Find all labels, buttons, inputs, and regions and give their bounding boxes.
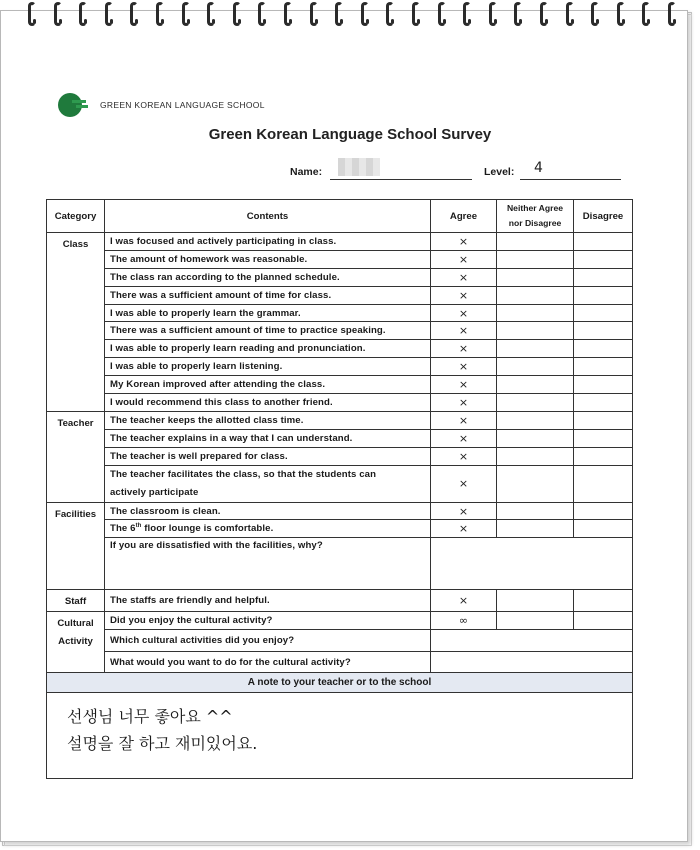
disagree-cell[interactable] (574, 429, 633, 447)
statement: There was a sufficient amount of time for class. (105, 286, 431, 304)
disagree-cell[interactable] (574, 520, 633, 538)
level-label: Level: (484, 166, 515, 178)
neither-cell[interactable] (497, 268, 574, 286)
table-row (47, 520, 633, 538)
spiral-ring (566, 2, 574, 26)
category-teacher: Teacher (47, 411, 105, 502)
note-line-2: 설명을 잘 하고 재미있어요. (67, 734, 258, 754)
disagree-cell[interactable] (574, 612, 633, 630)
agree-mark[interactable]: × (431, 394, 497, 412)
agree-mark[interactable]: × (431, 358, 497, 376)
statement: The teacher explains in a way that I can understand. (105, 429, 431, 447)
spiral-ring (130, 2, 138, 26)
spiral-ring (463, 2, 471, 26)
table-row (47, 250, 633, 268)
table-row (47, 652, 633, 673)
table-row (47, 233, 633, 251)
statement: The 6th floor lounge is comfortable. (105, 520, 431, 538)
agree-mark[interactable]: ∞ (431, 612, 497, 630)
disagree-cell[interactable] (574, 250, 633, 268)
spiral-ring (284, 2, 292, 26)
disagree-cell[interactable] (574, 322, 633, 340)
table-row (47, 286, 633, 304)
spiral-ring (438, 2, 446, 26)
spiral-ring (310, 2, 318, 26)
statement: There was a sufficient amount of time to practice speaking. (105, 322, 431, 340)
spiral-ring (591, 2, 599, 26)
neither-cell[interactable] (497, 590, 574, 612)
neither-cell[interactable] (497, 394, 574, 412)
table-row (47, 447, 633, 465)
cultural-question: Which cultural activities did you enjoy? (105, 630, 431, 652)
table-row (47, 268, 633, 286)
statement: The amount of homework was reasonable. (105, 250, 431, 268)
header-row (47, 200, 633, 233)
note-header: A note to your teacher or to the school (47, 673, 633, 693)
spiral-ring (233, 2, 241, 26)
neither-cell[interactable] (497, 304, 574, 322)
level-value: 4 (534, 160, 543, 176)
survey-table (46, 199, 633, 779)
category-class: Class (47, 233, 105, 412)
table-row (47, 340, 633, 358)
redacted-name (338, 158, 380, 176)
agree-mark[interactable]: × (431, 465, 497, 502)
agree-mark[interactable]: × (431, 411, 497, 429)
statement-line1: The teacher facilitates the class, so that the students can (110, 468, 377, 480)
disagree-cell[interactable] (574, 358, 633, 376)
disagree-cell[interactable] (574, 411, 633, 429)
agree-mark[interactable]: × (431, 268, 497, 286)
table-row (47, 429, 633, 447)
agree-mark[interactable]: × (431, 233, 497, 251)
header-category: Category (47, 200, 105, 233)
table-row (47, 465, 633, 502)
neither-cell[interactable] (497, 411, 574, 429)
disagree-cell[interactable] (574, 502, 633, 520)
table-row (47, 590, 633, 612)
level-line (520, 179, 621, 180)
neither-cell[interactable] (497, 286, 574, 304)
agree-mark[interactable]: × (431, 250, 497, 268)
spiral-ring (207, 2, 215, 26)
spiral-ring (28, 2, 36, 26)
note-body-row (47, 693, 633, 779)
table-row (47, 376, 633, 394)
disagree-cell[interactable] (574, 465, 633, 502)
disagree-cell[interactable] (574, 286, 633, 304)
note-line-1: 선생님 너무 좋아요 ^^ (67, 707, 233, 727)
statement: I was focused and actively participating in class. (105, 233, 431, 251)
cultural-answer-field[interactable] (431, 630, 633, 652)
facilities-answer-field[interactable] (431, 538, 633, 590)
statement: The class ran according to the planned schedule. (105, 268, 431, 286)
table-row (47, 322, 633, 340)
note-header-row (47, 673, 633, 693)
spiral-ring (489, 2, 497, 26)
agree-mark[interactable]: × (431, 322, 497, 340)
agree-mark[interactable]: × (431, 340, 497, 358)
spiral-ring (258, 2, 266, 26)
name-label: Name: (290, 166, 323, 178)
table-row (47, 612, 633, 630)
spiral-ring (617, 2, 625, 26)
statement: The teacher keeps the allotted class time. (105, 411, 431, 429)
header-neither-line2: nor Disagree (508, 218, 562, 228)
statement: My Korean improved after attending the class. (105, 376, 431, 394)
logo-icon (58, 93, 86, 117)
agree-mark[interactable]: × (431, 502, 497, 520)
spiral-ring (514, 2, 522, 26)
spiral-ring (386, 2, 394, 26)
category-cultural-activity: Cultural Activity (47, 612, 105, 673)
agree-mark[interactable]: × (431, 447, 497, 465)
spiral-binding (20, 2, 700, 32)
disagree-cell[interactable] (574, 447, 633, 465)
neither-cell[interactable] (497, 376, 574, 394)
category-staff: Staff (47, 590, 105, 612)
header-agree: Agree (431, 200, 497, 233)
neither-cell[interactable] (497, 358, 574, 376)
spiral-ring (412, 2, 420, 26)
spiral-ring (540, 2, 548, 26)
logo-text: GREEN KOREAN LANGUAGE SCHOOL (100, 100, 265, 110)
statement (105, 465, 431, 502)
agree-mark[interactable]: × (431, 429, 497, 447)
header-contents: Contents (105, 200, 431, 233)
statement: I was able to properly learn reading and pronunciation. (105, 340, 431, 358)
neither-cell[interactable] (497, 447, 574, 465)
disagree-cell[interactable] (574, 304, 633, 322)
neither-cell[interactable] (497, 612, 574, 630)
statement: I was able to properly learn listening. (105, 358, 431, 376)
note-field[interactable] (47, 693, 633, 779)
survey-title: Green Korean Language School Survey (208, 126, 492, 143)
agree-mark[interactable]: × (431, 520, 497, 538)
neither-cell[interactable] (497, 520, 574, 538)
cultural-question: What would you want to do for the cultural activity? (105, 652, 431, 673)
table-row (47, 304, 633, 322)
spiral-ring (54, 2, 62, 26)
spiral-ring (182, 2, 190, 26)
disagree-cell[interactable] (574, 233, 633, 251)
neither-cell[interactable] (497, 233, 574, 251)
agree-mark[interactable]: × (431, 304, 497, 322)
header-disagree: Disagree (574, 200, 633, 233)
spiral-ring (156, 2, 164, 26)
disagree-cell[interactable] (574, 340, 633, 358)
neither-cell[interactable] (497, 322, 574, 340)
table-row (47, 394, 633, 412)
header-neither (497, 200, 574, 233)
statement-line2: actively participate (110, 486, 199, 498)
agree-mark[interactable]: × (431, 376, 497, 394)
disagree-cell[interactable] (574, 376, 633, 394)
facilities-question: If you are dissatisfied with the facilities, why? (105, 538, 431, 590)
statement: Did you enjoy the cultural activity? (105, 612, 431, 630)
name-line (330, 179, 472, 180)
cultural-answer-field[interactable] (431, 652, 633, 673)
neither-cell[interactable] (497, 250, 574, 268)
disagree-cell[interactable] (574, 394, 633, 412)
agree-mark[interactable]: × (431, 590, 497, 612)
neither-cell[interactable] (497, 340, 574, 358)
spiral-ring (642, 2, 650, 26)
disagree-cell[interactable] (574, 590, 633, 612)
table-row (47, 502, 633, 520)
table-row (47, 630, 633, 652)
category-facilities: Facilities (47, 502, 105, 590)
agree-mark[interactable]: × (431, 286, 497, 304)
statement: I was able to properly learn the grammar. (105, 304, 431, 322)
statement: I would recommend this class to another friend. (105, 394, 431, 412)
spiral-ring (79, 2, 87, 26)
spiral-ring (335, 2, 343, 26)
school-logo (58, 93, 265, 117)
statement: The teacher is well prepared for class. (105, 447, 431, 465)
spiral-ring (668, 2, 676, 26)
header-neither-line1: Neither Agree (506, 203, 564, 213)
spiral-ring (361, 2, 369, 26)
neither-cell[interactable] (497, 502, 574, 520)
neither-cell[interactable] (497, 429, 574, 447)
neither-cell[interactable] (497, 465, 574, 502)
disagree-cell[interactable] (574, 268, 633, 286)
statement: The classroom is clean. (105, 502, 431, 520)
table-row (47, 411, 633, 429)
table-row (47, 538, 633, 590)
spiral-ring (105, 2, 113, 26)
table-row (47, 358, 633, 376)
statement: The staffs are friendly and helpful. (105, 590, 431, 612)
